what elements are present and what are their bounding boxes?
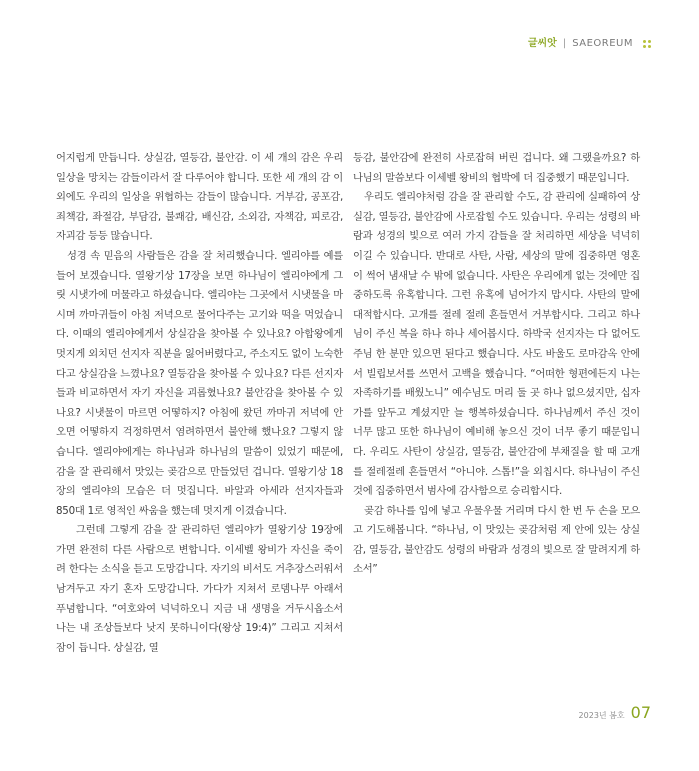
issue-label: 2023년 봄호 (578, 711, 625, 720)
paragraph: 어지럽게 만듭니다. 상실감, 열등감, 불안감. 이 세 개의 감은 우리 일상을 망치는 감들이라서 잘 다루어야 합니다. 또한 세 개의 감 이외에도 우리의 일상을 위협하는 감들이 많습니다. 거부감, 공포감, 죄책감, 좌절감, 부담감, 불쾌감, 배신감, 소외감, 자책감, 피로감, 자괴감 등등 많습니다. (56, 152, 343, 243)
paragraph: 성경 속 믿음의 사람들은 감을 잘 처리했습니다. 엘리야를 예를 들어 보겠습니다. 열왕기상 17장을 보면 하나님이 엘리야에게 그릿 시냇가에 머물라고 하셨습니다. 엘리야는 그곳에서 시냇물을 마시며 까마귀들이 아침 저녁으로 물어다주는 고기와 떡을 먹었습니다. 이때의 엘리야에게서 상실감을 찾아볼 수 있나요? 아합왕에게 멋지게 외치던 선지자 직분을 잃어버렸다고, 주소지도 없이 노숙한다고 상실감을 느꼈나요? 열등감을 찾아볼 수 있나요? 다른 선지자들과 비교하면서 자기 자신을 괴롭혔나요? 불안감을 찾아볼 수 있나요? 시냇물이 마르면 어떻하지? 아침에 왔던 까마귀 저녁에 안 오면 어떻하지 걱정하면서 염려하면서 불안해 했나요? 그렇지 않습니다. 엘리야에게는 하나님과 하나님의 말씀이 있었기 때문에, 감을 잘 관리해서 맛있는 곶감으로 만들었던 겁니다. 열왕기상 18장의 엘리야의 모습은 더 멋집니다. 바알과 아세라 선지자들과 850대 1로 영적인 싸움을 했는데 멋지게 이겼습니다. (56, 249, 343, 517)
paragraph: 우리도 엘리야처럼 감을 잘 관리할 수도, 감 관리에 실패하여 상실감, 열등감, 불안감에 사로잡힐 수도 있습니다. 우리는 성령의 바람과 성경의 빛으로 여러 가지 감들을 잘 처리하면 세상을 넉넉히 이길 수 있습니다. 반대로 사탄, 사람, 세상의 말에 집중하면 영혼이 썩어 냄새날 수 밖에 없습니다. 사탄은 우리에게 없는 것에만 집중하도록 유혹합니다. 그런 유혹에 넘어가지 맙시다. 사탄의 말에 대적합시다. 고개를 절레 절레 흔들면서 거부합시다. 그리고 하나님이 주신 복을 하나 하나 세어봅시다. 하박국 선지자는 다 없어도 주님 한 분만 있으면 된다고 했습니다. 사도 바울도 로마감옥 안에서 빌립보서를 쓰면서 고백을 했습니다. “어떠한 형편에든지 나는 자족하기를 배웠노니” 예수님도 머리 둘 곳 하나 없으셨지만, 십자가를 앞두고 계셨지만 늘 행복하셨습니다. 하나님께서 주신 것이 너무 많고 또한 하나님이 예비해 놓으신 것이 너무 좋기 때문입니다. 우리도 사탄이 상실감, 열등감, 불안감에 부채질을 할 때 고개를 절레절레 흔들면서 “아니야. 스톱!”을 외칩시다. 하나님이 주신 것에 집중하면서 범사에 감사함으로 승리합시다. (353, 191, 640, 498)
page-header (528, 37, 651, 51)
left-column (56, 149, 343, 658)
right-column (353, 149, 640, 580)
paragraph: 그런데 그렇게 감을 잘 관리하던 엘리야가 열왕기상 19장에 가면 완전히 다른 사람으로 변합니다. 이세벨 왕비가 자신을 죽이려 한다는 소식을 듣고 도망갑니다. 자기의 비서도 거추장스러워서 남겨두고 자기 혼자 도망갑니다. 가다가 지쳐서 로뎀나무 아래서 푸념합니다. “여호와여 넉넉하오니 지금 내 생명을 거두시옵소서 나는 내 조상들보다 낫지 못하니이다(왕상 19:4)” 그리고 지쳐서 잠이 듭니다. 상실감, 열 (56, 524, 343, 654)
page-footer (579, 703, 651, 722)
paragraph: 등감, 불안감에 완전히 사로잡혀 버린 겁니다. 왜 그랬을까요? 하나님의 말씀보다 이세벨 왕비의 협박에 더 집중했기 때문입니다. (353, 152, 640, 184)
dots-ornament-icon (643, 40, 651, 48)
magazine-name: SAEOREUM (572, 38, 633, 49)
paragraph: 곶감 하나를 입에 넣고 우물우물 거리며 다시 한 번 두 손을 모으고 기도해봅니다. “하나님, 이 맛있는 곶감처럼 제 안에 있는 상실감, 열등감, 불안감도 성령의 바람과 성경의 빛으로 잘 말려지게 하소서” (353, 504, 640, 576)
page-number: 07 (630, 703, 651, 722)
header-separator: | (562, 38, 567, 49)
section-name: 글씨앗 (527, 38, 557, 49)
